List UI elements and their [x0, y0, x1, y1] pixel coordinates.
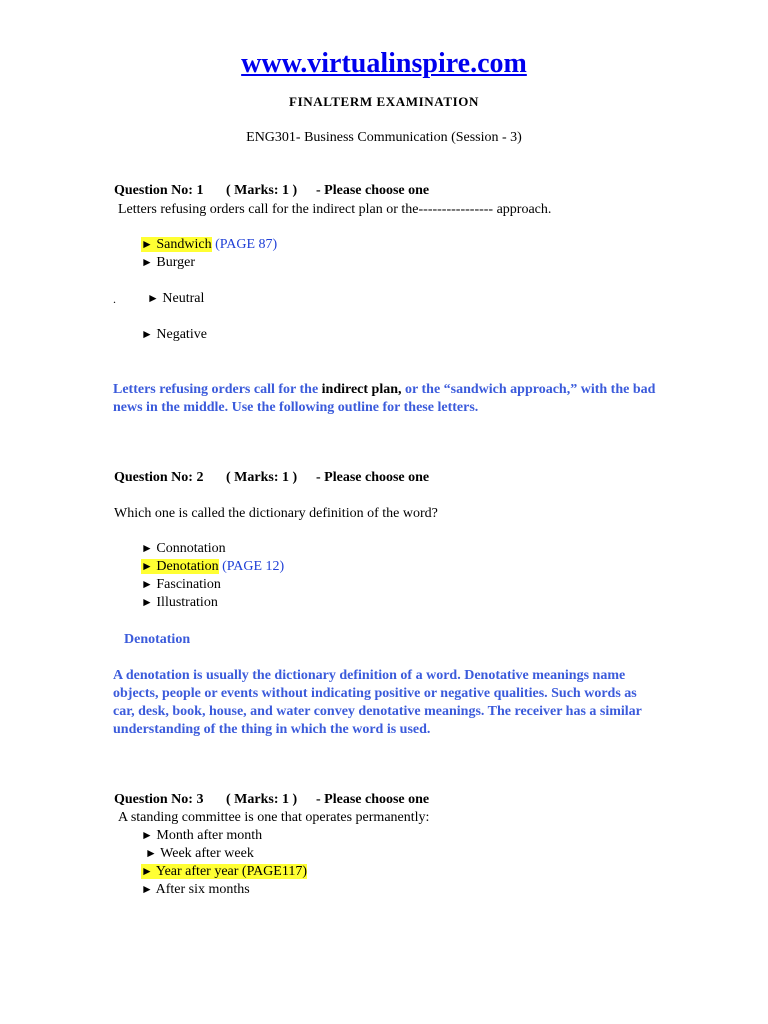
bullet-icon: ► [141, 327, 153, 341]
option-label: Week after week [160, 846, 254, 861]
question-1-option-2[interactable] [141, 255, 195, 271]
site-url-link[interactable]: www.virtualinspire.com [241, 48, 527, 79]
question-3-option-1[interactable] [141, 828, 262, 844]
bullet-icon: ► [141, 541, 153, 555]
question-1-explanation [113, 381, 673, 417]
question-2-header [114, 470, 429, 486]
question-2-explanation-title: Denotation [124, 632, 191, 647]
option-highlight [141, 864, 307, 879]
question-1-header [114, 183, 429, 199]
bullet-icon: ► [141, 864, 153, 878]
question-2-option-1[interactable] [141, 541, 226, 557]
explanation-part: Letters refusing orders call for the [113, 382, 322, 397]
bullet-icon: ► [147, 291, 159, 305]
page-reference: (PAGE 12) [222, 559, 285, 574]
option-label: Negative [156, 327, 207, 342]
bullet-icon: ► [145, 846, 157, 860]
option-label: Year after year (PAGE117) [155, 864, 307, 879]
question-number: Question No: 2 [114, 470, 204, 485]
question-2-option-4[interactable] [141, 595, 218, 611]
question-3-header [114, 792, 429, 808]
question-3-text: A standing committee is one that operates permanently: [118, 810, 430, 825]
bullet-icon: ► [141, 559, 153, 573]
question-1-option-3[interactable] [147, 291, 204, 307]
bullet-icon: ► [141, 595, 153, 609]
explanation-part: or the “sandwich approach,” with the bad news in the middle. Use the following outline for these letters. [113, 382, 656, 415]
question-marks: ( Marks: 1 ) [226, 792, 298, 807]
bullet-icon: ► [141, 237, 153, 251]
question-2-explanation: A denotation is usually the dictionary definition of a word. Denotative meanings name objects, people or events without indicating positive or negative qualities. Such words as car, desk, book, house, and water convey denotative meanings. The receiver has a similar understanding of the thing in which the word is used. [113, 668, 642, 737]
question-1-option-4[interactable] [141, 327, 207, 343]
question-3-option-4[interactable] [141, 882, 250, 898]
bullet-icon: ► [141, 828, 153, 842]
question-instruction: - Please choose one [316, 792, 430, 807]
question-marks: ( Marks: 1 ) [226, 470, 298, 485]
question-2-text: Which one is called the dictionary definition of the word? [114, 506, 438, 521]
page-reference: (PAGE 87) [215, 237, 278, 252]
question-1-option-1[interactable] [141, 237, 277, 253]
question-instruction: - Please choose one [316, 470, 430, 485]
question-3-option-3[interactable] [141, 864, 307, 880]
option-highlight [141, 237, 212, 252]
option-label: Sandwich [156, 237, 212, 252]
option-label: Fascination [156, 577, 221, 592]
stray-mark: . [113, 292, 116, 306]
question-marks: ( Marks: 1 ) [226, 183, 298, 198]
explanation-emphasis: indirect plan, [321, 382, 402, 397]
option-label: Month after month [156, 828, 263, 843]
question-1-text: Letters refusing orders call for the indirect plan or the---------------- approach. [118, 202, 552, 217]
question-2-option-2[interactable] [141, 559, 284, 575]
question-instruction: - Please choose one [316, 183, 430, 198]
option-label: After six months [155, 882, 250, 897]
bullet-icon: ► [141, 882, 153, 896]
option-label: Neutral [162, 291, 205, 306]
bullet-icon: ► [141, 577, 153, 591]
course-title: ENG301- Business Communication (Session - 3) [246, 130, 522, 145]
option-label: Connotation [156, 541, 226, 556]
question-number: Question No: 1 [114, 183, 204, 198]
question-3-option-2[interactable] [145, 846, 254, 862]
question-number: Question No: 3 [114, 792, 204, 807]
option-highlight [141, 559, 219, 574]
option-label: Denotation [156, 559, 219, 574]
bullet-icon: ► [141, 255, 153, 269]
option-label: Illustration [156, 595, 218, 610]
question-2-option-3[interactable] [141, 577, 221, 593]
option-label: Burger [156, 255, 196, 270]
exam-title: FINALTERM EXAMINATION [289, 94, 479, 109]
